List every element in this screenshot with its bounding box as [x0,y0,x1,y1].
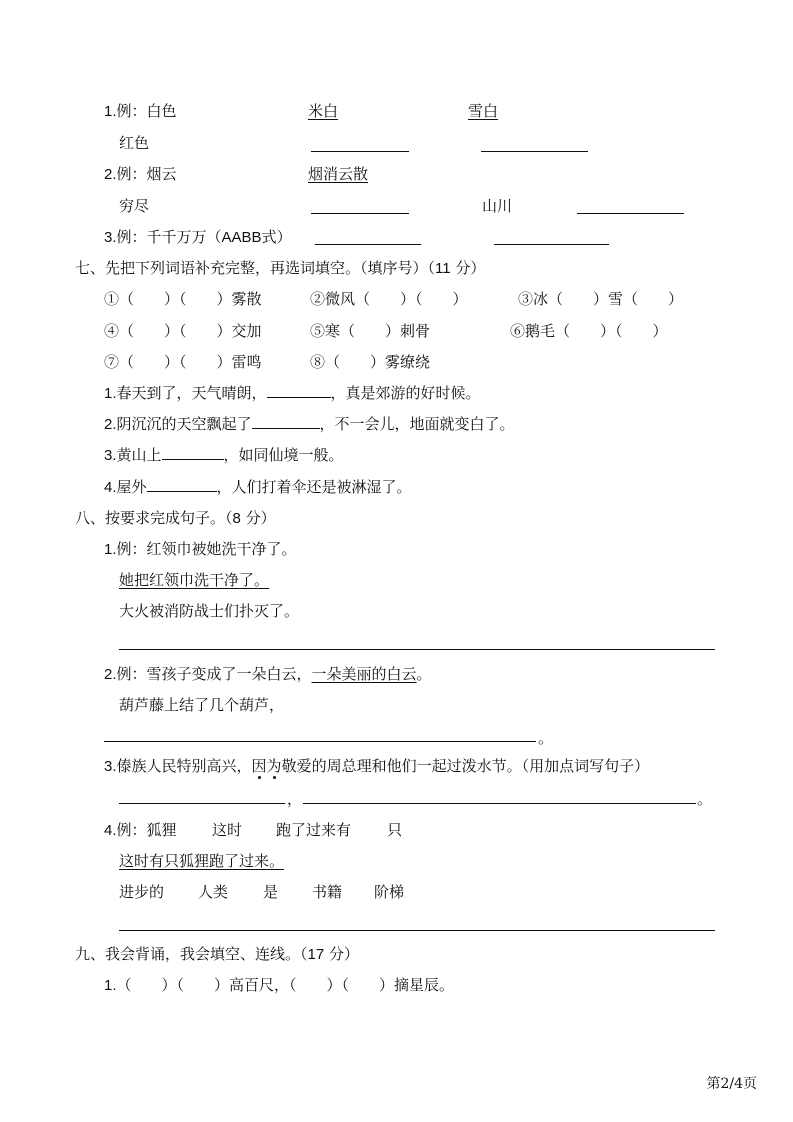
sentence-task-2: 葫芦藤上结了几个葫芦， [119,696,285,714]
word-qiongjin: 穷尽 [119,197,150,215]
sentence-example-4: 4.例：狐狸 [104,821,177,839]
blank-fill-4[interactable] [147,477,217,492]
idiom-item-6: ⑥鹅毛（ ）（ ） [510,322,668,340]
fill-question-3: 3.黄山上 ，如同仙境一般。 [104,446,344,464]
word-hongse: 红色 [119,134,150,152]
sec6-example2-answer: 烟消云散 [308,165,369,183]
idiom-item-8: ⑧（ ）雾缭绕 [310,353,431,371]
answer-line-3a[interactable] [119,803,285,804]
sec6-example1: 1.例：白色 [104,102,177,120]
sec9-title: 九、我会背诵，我会填空、连线。（17 分） [75,945,359,963]
example-4-word-4: 只 [387,821,403,839]
answer-line-2[interactable] [104,741,536,742]
task-4-word-2: 人类 [198,883,229,901]
sentence-example-2-answer: 一朵美丽的白云 [311,665,417,683]
idiom-item-4: ④（ ）（ ）交加 [104,322,262,340]
idiom-item-3: ③冰（ ）雪（ ） [518,290,684,308]
blank-fill-1[interactable] [267,383,331,398]
period-3: 。 [697,790,713,808]
sec8-title: 八、按要求完成句子。（8 分） [75,509,276,527]
period-2: 。 [538,729,554,747]
page-number: 第2/4页 [706,1076,757,1092]
blank-fill-3[interactable] [162,445,224,460]
task-4-word-1: 进步的 [119,883,165,901]
task-4-word-5: 阶梯 [374,883,405,901]
answer-line-3b[interactable] [303,803,696,804]
word-shanchuan: 山川 [482,197,513,215]
example-4-word-3: 跑了过来有 [276,821,352,839]
blank-aabb-1[interactable] [315,244,421,245]
sec6-example2: 2.例：烟云 [104,165,177,183]
blank-hongse-2[interactable] [481,151,588,152]
comma-3: ， [287,790,303,808]
sentence-example-1: 1.例：红领巾被她洗干净了。 [104,540,297,558]
sentence-example-3: 3.傣族人民特别高兴，因为敬爱的周总理和他们一起过泼水节。（用加点词写句子） [104,757,650,775]
blank-qiongjin[interactable] [311,213,409,214]
fill-question-2: 2.阴沉沉的天空飘起了 ，不一会儿，地面就变白了。 [104,415,515,433]
sec6-example1-answer2: 雪白 [468,102,499,120]
fill-question-1: 1.春天到了，天气晴朗， ，真是郊游的好时候。 [104,384,481,402]
blank-hongse-1[interactable] [311,151,409,152]
idiom-item-1: ①（ ）（ ）雾散 [104,290,262,308]
sentence-task-1: 大火被消防战士们扑灭了。 [119,602,300,620]
sentence-example-2: 2.例：雪孩子变成了一朵白云，一朵美丽的白云。 [104,665,432,683]
idiom-item-2: ②微风（ ）（ ） [310,290,468,308]
sec6-example1-answer1: 米白 [308,102,339,120]
sec6-example3: 3.例：千千万万（AABB式） [104,228,292,246]
sec7-title: 七、先把下列词语补充完整，再选词填空。（填序号）（11 分） [75,259,486,277]
fill-question-4: 4.屋外 ，人们打着伞还是被淋湿了。 [104,478,412,496]
answer-line-1[interactable] [119,649,715,650]
recite-question-1: 1.（ ）（ ）高百尺，（ ）（ ）摘星辰。 [104,976,455,994]
idiom-item-5: ⑤寒（ ）刺骨 [310,322,431,340]
sentence-example-4-answer: 这时有只狐狸跑了过来。 [119,852,285,870]
idiom-item-7: ⑦（ ）（ ）雷鸣 [104,353,262,371]
sentence-example-1-answer: 她把红领巾洗干净了。 [119,571,270,589]
answer-line-4[interactable] [119,930,715,931]
blank-shanchuan[interactable] [577,213,684,214]
task-4-word-4: 书籍 [312,883,343,901]
task-4-word-3: 是 [263,883,279,901]
blank-aabb-2[interactable] [494,244,609,245]
example-4-word-2: 这时 [212,821,243,839]
blank-fill-2[interactable] [252,414,320,429]
